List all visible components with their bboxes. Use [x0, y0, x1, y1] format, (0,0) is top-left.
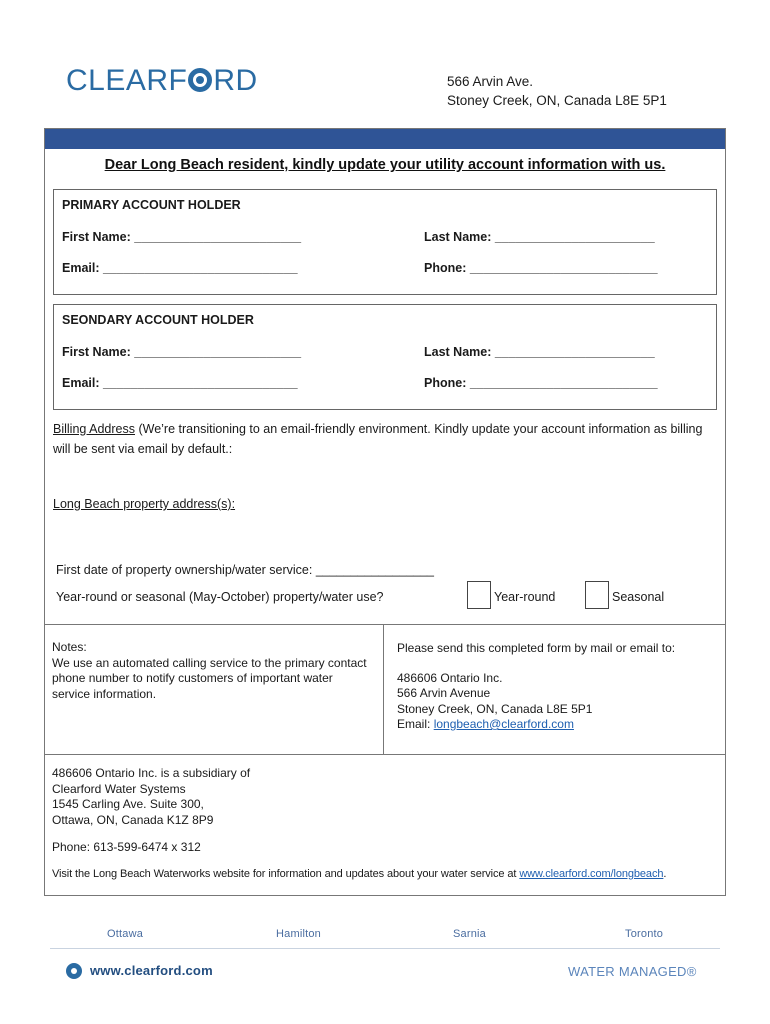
logo-text-end: RD: [213, 64, 258, 97]
subsidiary-line1: 486606 Ontario Inc. is a subsidiary of: [52, 766, 251, 780]
footer-city-hamilton: Hamilton: [276, 928, 322, 940]
primary-holder-title: PRIMARY ACCOUNT HOLDER: [62, 198, 241, 212]
primary-first-name-field[interactable]: First Name: ________________________: [62, 230, 302, 244]
visit-end: .: [663, 868, 667, 880]
primary-last-name-field[interactable]: Last Name: _______________________: [424, 230, 655, 244]
divider-notes-bottom: [45, 754, 725, 755]
year-round-checkbox[interactable]: [467, 581, 491, 609]
footer-city-sarnia: Sarnia: [453, 928, 486, 940]
footer-website[interactable]: www.clearford.com: [90, 963, 213, 978]
secondary-account-holder-box: [53, 304, 717, 410]
primary-email-field[interactable]: Email: ____________________________: [62, 261, 298, 275]
first-date-field[interactable]: First date of property ownership/water service: _________________: [56, 563, 435, 577]
send-to-email-link[interactable]: longbeach@clearford.com: [433, 717, 574, 731]
primary-account-holder-box: [53, 189, 717, 295]
header-address: [447, 72, 667, 110]
usage-question: Year-round or seasonal (May-October) property/water use?: [56, 590, 384, 604]
footer-divider: [50, 948, 720, 949]
billing-address-section[interactable]: [53, 419, 717, 459]
form-headline: Dear Long Beach resident, kindly update your utility account information with us.: [104, 157, 666, 173]
send-to-intro: Please send this completed form by mail or email to:: [397, 641, 676, 655]
secondary-first-name-field[interactable]: First Name: ________________________: [62, 345, 302, 359]
primary-phone-field[interactable]: Phone: ___________________________: [424, 261, 658, 275]
seasonal-checkbox[interactable]: [585, 581, 609, 609]
header-address-line2: Stoney Creek, ON, Canada L8E 5P1: [447, 93, 667, 108]
subsidiary-phone: Phone: 613-599-6474 x 312: [52, 840, 201, 854]
footer-tagline: WATER MANAGED®: [568, 964, 697, 979]
notes-title: Notes:: [52, 640, 87, 654]
subsidiary-line2: Clearford Water Systems: [52, 781, 186, 796]
seasonal-label: Seasonal: [612, 590, 665, 604]
logo-o-icon: [188, 68, 212, 92]
clearford-mark-icon: [66, 963, 82, 979]
billing-address-note: (We’re transitioning to an email-friendly environment. Kindly update your account information as billing will be sent via email by default.:: [53, 422, 703, 456]
logo-text-start: CLEARF: [66, 64, 188, 97]
send-to-street: 566 Arvin Avenue: [397, 686, 491, 700]
secondary-email-field[interactable]: Email: ____________________________: [62, 376, 298, 390]
visit-text: Visit the Long Beach Waterworks website for information and updates about your water service at: [52, 868, 520, 880]
header-bar: [45, 129, 725, 149]
send-to-section: [397, 641, 717, 733]
send-to-company: 486606 Ontario Inc.: [397, 670, 503, 685]
billing-address-label: Billing Address: [53, 422, 135, 436]
visit-website-line: [52, 868, 722, 880]
secondary-last-name-field[interactable]: Last Name: _______________________: [424, 345, 655, 359]
notes-section: [52, 640, 372, 702]
send-to-email-line: [397, 717, 717, 733]
divider-notes-vertical: [383, 624, 384, 754]
secondary-phone-field[interactable]: Phone: ___________________________: [424, 376, 658, 390]
header-address-line1: 566 Arvin Ave.: [447, 74, 534, 89]
subsidiary-section: [52, 766, 452, 828]
visit-website-link[interactable]: www.clearford.com/longbeach: [519, 868, 664, 880]
clearford-logo: [66, 66, 258, 96]
year-round-label: Year-round: [494, 590, 556, 604]
subsidiary-line4: Ottawa, ON, Canada K1Z 8P9: [52, 812, 214, 827]
form-frame: [44, 128, 726, 896]
notes-body: We use an automated calling service to the primary contact phone number to notify customers of important water service information.: [52, 655, 367, 701]
property-address-field[interactable]: Long Beach property address(s):: [53, 497, 236, 511]
subsidiary-line3: 1545 Carling Ave. Suite 300,: [52, 797, 204, 811]
footer-city-ottawa: Ottawa: [107, 928, 144, 940]
send-to-city: Stoney Creek, ON, Canada L8E 5P1: [397, 701, 593, 716]
send-to-email-label: Email:: [397, 717, 434, 731]
footer-city-toronto: Toronto: [625, 928, 664, 940]
divider-notes-top: [45, 624, 725, 625]
secondary-holder-title: SEONDARY ACCOUNT HOLDER: [62, 313, 254, 327]
